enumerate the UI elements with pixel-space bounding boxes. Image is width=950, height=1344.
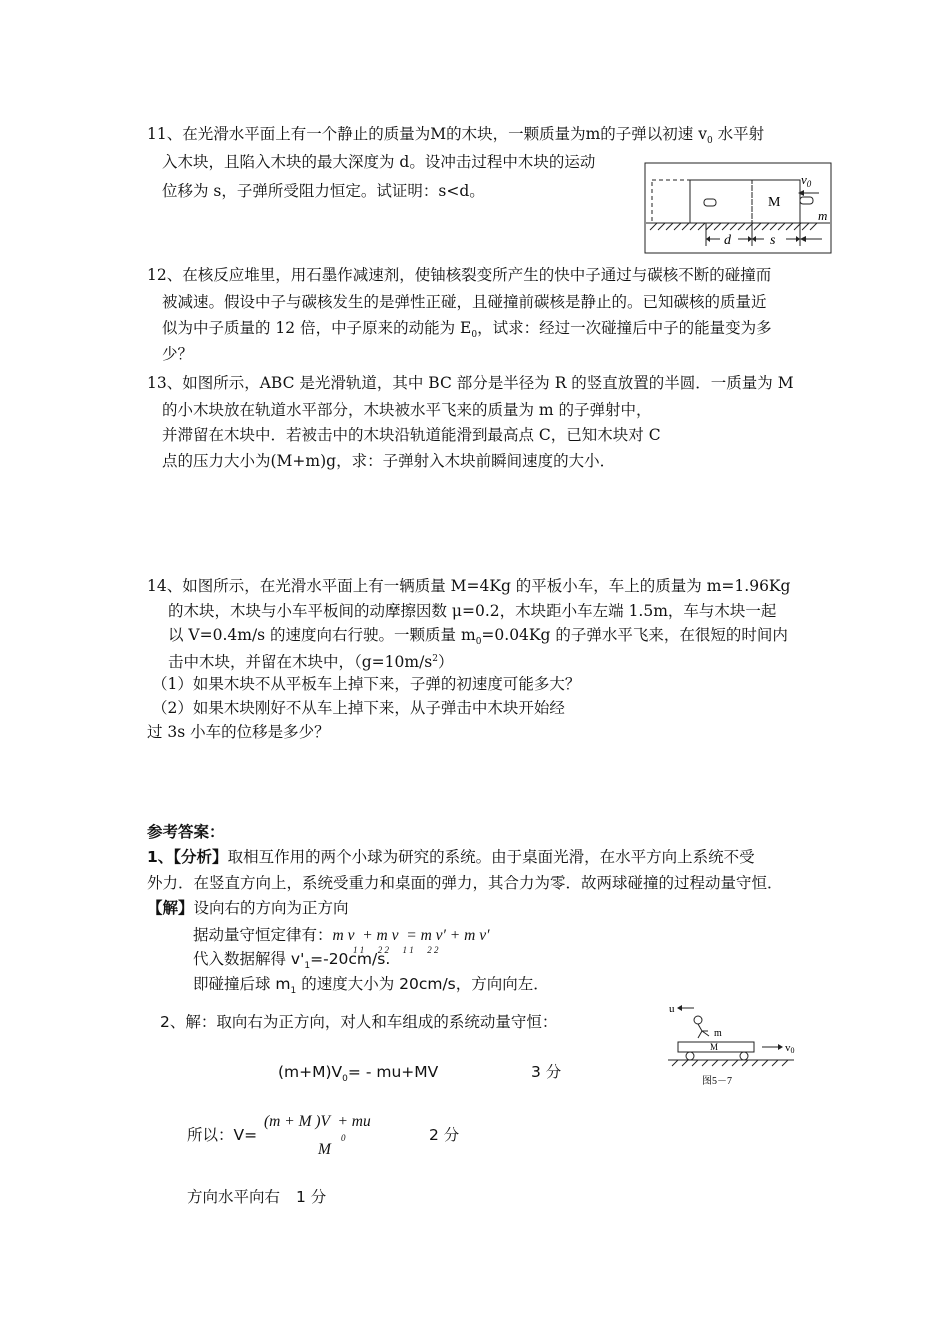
a1-line2: 外力．在竖直方向上，系统受重力和桌面的弹力，其合力为零．故两球碰撞的过程动量守恒． (147, 874, 783, 892)
q14-text: 击中木块，并留在木块中，（g=10m/s (168, 653, 433, 672)
a1-line4 (193, 925, 489, 946)
a1-equation: m v + m v = m v′ + m v′ (332, 927, 490, 944)
a2-direction-text: 方向水平向右 (187, 1188, 281, 1206)
q11-text-end: 水平射 (712, 125, 765, 143)
a1-line3 (147, 898, 349, 918)
a2-V0-subscript: 0 (342, 1074, 348, 1085)
q14-sub2: （2）如果木块刚好不从车上掉下来，从子弹击中木块开始经 (152, 699, 565, 717)
q11-ground-hatch (650, 223, 817, 230)
a1-conclusion-text: 即碰撞后球 m (193, 975, 291, 993)
a1-v1-subscript: 1 (304, 961, 311, 972)
a2-fig-M-label: M (710, 1042, 719, 1052)
a2-fraction-numerator: (m + M )V + mu (264, 1113, 371, 1130)
a2-fig-caption: 图5－7 (702, 1076, 732, 1087)
a1-number: 1、 (147, 848, 174, 866)
a2-intro: 2、解：取向右为正方向，对人和车组成的系统动量守恒： (160, 1013, 558, 1031)
a2-fig-u-label: u (669, 1003, 675, 1015)
q12-E0-subscript: 0 (471, 330, 478, 341)
a2-so: 所以：V= (187, 1126, 258, 1144)
a2-eq-right: = - mu+MV (347, 1063, 439, 1081)
q11-v0-subscript: 0 (706, 136, 713, 147)
q12-text-end: ，试求：经过一次碰撞后中子的能量变为多 (477, 319, 772, 337)
q14-text-end: =0.04Kg 的子弹水平飞来，在很短的时间内 (481, 626, 788, 644)
a1-line5 (193, 949, 390, 976)
a1-line6 (193, 974, 549, 1001)
a2-fraction-V0-subscript: 0 (341, 1133, 346, 1143)
a2-fig-v0-label: v0 (785, 1042, 795, 1055)
q14-m0-subscript: 0 (475, 637, 482, 648)
a1-analysis-text: 取相互作用的两个小球为研究的系统。由于桌面光滑，在水平方向上系统不受 (227, 848, 755, 866)
a2-equation (278, 1062, 438, 1089)
q13-line2: 的小木块放在轨道水平部分，木块被水平飞来的质量为 m 的子弹射中， (162, 401, 652, 419)
a1-result: =-20cm/s. (310, 950, 391, 968)
q11-line2: 入木块，且陷入木块的最大深度为 d。设冲击过程中木块的运动 (162, 153, 596, 171)
answers-heading: 参考答案： (147, 823, 225, 841)
a1-m1-subscript: 1 (290, 986, 297, 997)
q11-line1 (147, 124, 764, 151)
a1-solution-text: 设向右的方向为正方向 (193, 899, 349, 917)
q13-line4: 点的压力大小为(M+m)g，求：子弹射入木块前瞬间速度的大小． (162, 452, 616, 470)
q14-text: 以 V=0.4m/s 的速度向右行驶。一颗质量 m (168, 626, 476, 644)
a1-solution-tag: 【解】 (147, 899, 194, 917)
a1-equation-subscripts: 1 1 2 2 1 1 2 2 (353, 945, 439, 955)
q12-line1: 12、在核反应堆里，用石墨作减速剂，使铀核裂变所产生的快中子通过与碳核不断的碰撞而 (147, 266, 772, 284)
a1-analysis-tag: 【分析】 (173, 848, 228, 866)
q12-line4: 少？ (162, 345, 194, 363)
q11-fig-m-label: m (818, 208, 828, 223)
a2-fig-m-label: m (714, 1028, 722, 1039)
q11-text: 11、在光滑水平面上有一个静止的质量为M的木块，一颗质量为m的子弹以初速 v (147, 125, 707, 143)
a2-figure (664, 1000, 804, 1100)
q11-fig-d-label: d (724, 233, 731, 248)
q14-line2: 的木块，木块与小车平板间的动摩擦因数 μ=0.2，木块距小车左端 1.5m，车与木块一起 (168, 602, 777, 620)
a2-points-1: 3 分 (531, 1063, 562, 1081)
q11-figure (644, 162, 832, 254)
a2-fraction-denominator: M (318, 1141, 331, 1158)
q14-line1: 14、如图所示，在光滑水平面上有一辆质量 M=4Kg 的平板小车，车上的质量为 m=1.96Kg (147, 577, 791, 595)
q12-line3 (162, 318, 772, 345)
q14-text-end: ） (438, 653, 454, 672)
q14-s2-superscript: 2 (432, 654, 438, 664)
q11-line3: 位移为 s，子弹所受阻力恒定。试证明：s<d。 (162, 182, 485, 200)
a1-conclusion-end: 的速度大小为 20cm/s，方向向左． (296, 975, 549, 993)
a1-law-text: 据动量守恒定律有： (193, 926, 333, 944)
a2-ground-hatch (672, 1060, 788, 1066)
q11-fig-M-label: M (768, 195, 781, 210)
a2-eq-left: (m+M)V (278, 1063, 343, 1081)
a2-points-2: 2 分 (429, 1126, 460, 1144)
q13-line3: 并滞留在木块中．若被击中的木块沿轨道能滑到最高点 C，已知木块对 C (162, 426, 661, 444)
a1-substitute-text: 代入数据解得 v' (193, 950, 305, 968)
q12-text: 似为中子质量的 12 倍，中子原来的动能为 E (162, 319, 472, 337)
a2-direction (187, 1187, 326, 1207)
q11-fig-v-label: $v_0$ (801, 172, 812, 189)
a2-points-3: 1 分 (296, 1188, 327, 1206)
q12-line2: 被减速。假设中子与碳核发生的是弹性正碰，且碰撞前碳核是静止的。已知碳核的质量近 (162, 293, 767, 311)
q14-sub2-cont: 过 3s 小车的位移是多少？ (147, 723, 330, 741)
q14-line4 (168, 649, 454, 672)
a1-line1 (147, 847, 755, 867)
q13-line1: 13、如图所示，ABC 是光滑轨道，其中 BC 部分是半径为 R 的竖直放置的半圆．一质量为 M (147, 374, 794, 392)
q11-fig-s-label: s (770, 233, 776, 248)
q14-sub1: （1）如果木块不从平板车上掉下来，子弹的初速度可能多大？ (152, 675, 581, 693)
